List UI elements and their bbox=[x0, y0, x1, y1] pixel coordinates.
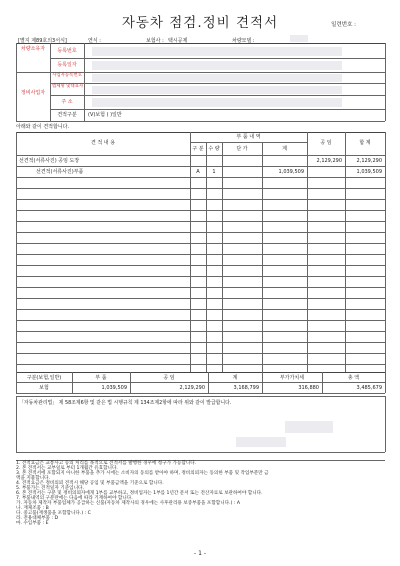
summary-parts-value: 1,039,509 bbox=[101, 385, 127, 391]
table-row-class: A bbox=[196, 169, 200, 175]
note-line: 2. 본 견적서는 교부일로 부터 1개월간 유효합니다. bbox=[16, 466, 118, 471]
legal-statement: 「자동차관리법」 제 58조제6항 및 같은 법 시행규칙 제 134조제2항에 따라 위와 같이 발급합니다. bbox=[19, 400, 232, 406]
summary-header-type: 구분(보험,일반) bbox=[26, 375, 62, 381]
summary-sum-value: 3,168,799 bbox=[233, 385, 259, 391]
note-line: 4. 견적요금은 정비의뢰 견적시 해당 공임 및 부품금액을 기준으로 합니다. bbox=[16, 481, 164, 486]
redacted-block bbox=[92, 86, 342, 94]
reg-number-label: 등록번호 bbox=[57, 48, 77, 54]
redacted-block bbox=[92, 74, 342, 82]
summary-header-sum: 계 bbox=[232, 375, 238, 381]
redacted-block bbox=[92, 47, 342, 56]
note-line: 가. 자동차 제작자 부품업체가 공급하는 신품(자동차 제작사의 경우에는 사후관리용 보증부품을 포함합니다.) : A bbox=[16, 501, 240, 506]
summary-type-value: 보험 bbox=[39, 385, 49, 391]
table-row-total: 2,129,290 bbox=[356, 158, 382, 164]
shop-section-label: 정비사업자 bbox=[20, 90, 46, 96]
table-row-total: 1,039,509 bbox=[356, 169, 382, 175]
redacted-block bbox=[236, 437, 286, 447]
insurer-label: 보험사 : bbox=[146, 38, 164, 44]
owner-section-label: 차량소유자 bbox=[20, 46, 46, 52]
model-label: 차량모델 : bbox=[232, 38, 255, 44]
summary-header-vat: 부가가치세 bbox=[279, 375, 305, 381]
column-labor: 공 임 bbox=[320, 140, 332, 146]
redacted-block bbox=[92, 61, 342, 70]
redacted-block bbox=[285, 421, 333, 433]
summary-vat-value: 316,880 bbox=[298, 385, 319, 391]
table-row-subtotal: 1,039,509 bbox=[278, 169, 304, 175]
page-title: 자동차 점검.정비 견적서 bbox=[121, 15, 279, 31]
serial-number-label: 일련번호 : bbox=[331, 22, 356, 28]
summary-total-value: 3,485,679 bbox=[356, 385, 382, 391]
form-number: [별지 제89호의3서식] bbox=[18, 38, 67, 44]
intro-text: 아래와 같이 견적합니다. bbox=[16, 124, 70, 130]
redacted-block bbox=[92, 98, 342, 107]
column-quantity: 수 량 bbox=[208, 146, 220, 152]
summary-header-total: 총 액 bbox=[347, 375, 360, 381]
note-line: 라. 전용대체부품 : D bbox=[16, 516, 58, 521]
column-estimate-content: 견 적 내 용 bbox=[90, 140, 116, 146]
column-subtotal: 계 bbox=[282, 146, 287, 152]
note-line: 7. 부품내역의 구분란에는 다음에 따라 기재하여야 합니다. bbox=[16, 496, 133, 501]
column-total: 합 계 bbox=[359, 140, 371, 146]
table-row-item: 선견적(서류사진) 공임 도장 bbox=[19, 158, 80, 164]
table-row-labor: 2,129,290 bbox=[316, 158, 342, 164]
business-number-label: 사업자등록번호 bbox=[52, 73, 82, 78]
note-line: 5. 부품가는 견적일자 기준입니다. bbox=[16, 486, 84, 491]
note-line: 다. 중고품(재생품을 포함합니다.) : C bbox=[16, 511, 91, 516]
summary-header-parts: 부 품 bbox=[95, 375, 107, 381]
note-line: 액을 지불합니다. bbox=[16, 476, 50, 481]
summary-labor-value: 2,129,290 bbox=[179, 385, 205, 391]
column-parts-details: 부 품 내 역 bbox=[236, 134, 261, 140]
column-class: 구 분 bbox=[192, 146, 204, 152]
note-line: 6. 본 견적서는 구분 및 정비의뢰자에게 1부를 교부하고, 정비업자는 1부를 1년간 문서 또는 전산자료로 보관하여야 합니다. bbox=[16, 491, 263, 496]
estimate-type-label: 견적구분 bbox=[57, 112, 77, 118]
column-unit-price: 단 가 bbox=[236, 146, 248, 152]
insurer-value: 택시공제 bbox=[168, 38, 188, 44]
note-line: 나. 재제조품 : B bbox=[16, 506, 49, 511]
estimate-type-value: (V)보험 ( )일반 bbox=[88, 112, 122, 118]
table-row-quantity: 1 bbox=[212, 169, 216, 175]
redacted-block bbox=[290, 35, 308, 42]
note-line: 3. 본 견적서에 포함되지 아니한 부품을 추가 시에는 소비자의 동의를 받아야 하며, 정비의뢰자는 동의한 부품 및 작업부분만 금 bbox=[16, 471, 269, 476]
note-line: 마. 수입부품 : E bbox=[16, 521, 49, 526]
address-label: 주 소 bbox=[61, 99, 73, 105]
reg-date-label: 등록일자 bbox=[57, 62, 77, 68]
representative-label: 법체명 및대표자 bbox=[52, 84, 84, 89]
summary-header-labor: 공 임 bbox=[163, 375, 175, 381]
page-number: - 1 - bbox=[194, 550, 206, 557]
note-line: 1. 견적요금은 교통사고 등의 처리를 목적으로 견적서를 발행한 경우에 청구가 가능합니다. bbox=[16, 461, 197, 466]
year-label: 연식 : bbox=[88, 38, 101, 44]
table-row-item: 선견적(서류사진)부품 bbox=[36, 169, 84, 175]
